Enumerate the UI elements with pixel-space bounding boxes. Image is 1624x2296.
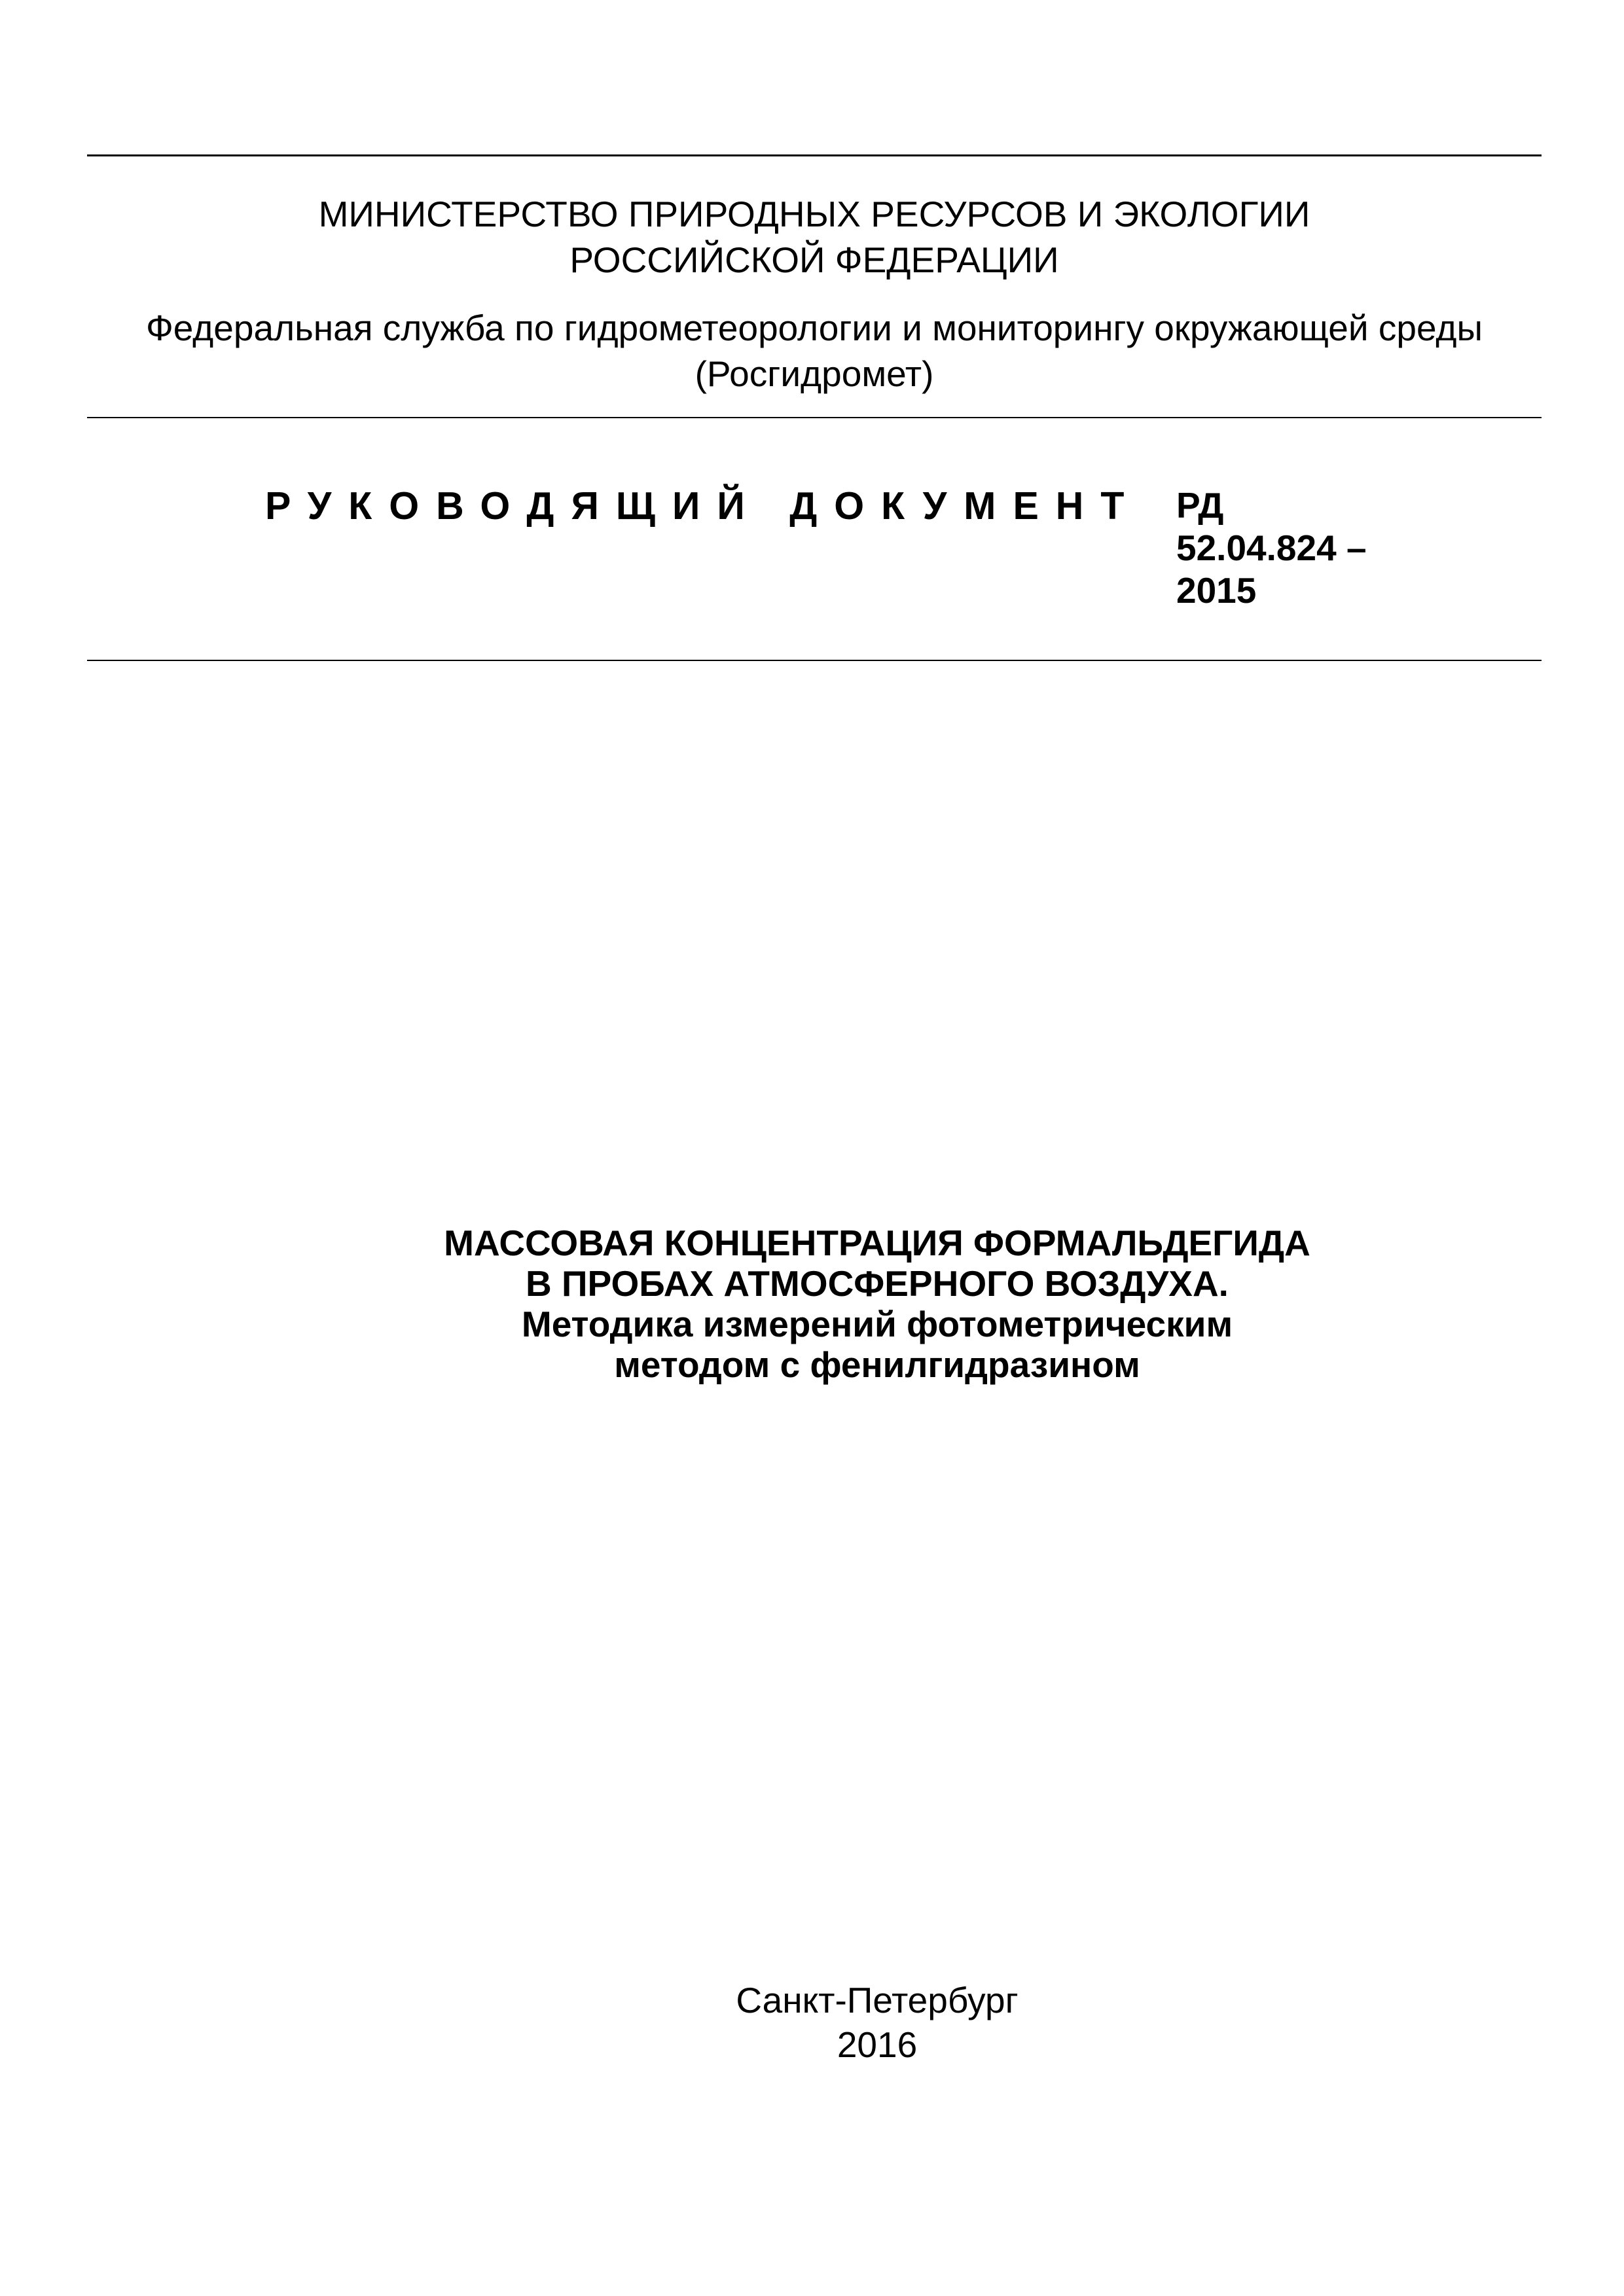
publication-city: Санкт-Петербург — [736, 1980, 1019, 2020]
service-name — [87, 305, 1542, 397]
service-line-2: (Росгидромет) — [695, 353, 934, 394]
title-line-4: методом с фенилгидразином — [614, 1344, 1140, 1385]
publication-year: 2016 — [837, 2024, 918, 2065]
ministry-line-2: РОССИЙСКОЙ ФЕДЕРАЦИИ — [569, 240, 1059, 280]
document-number-line-2: 52.04.824 – — [1176, 528, 1367, 568]
ministry-line-1: МИНИСТЕРСТВО ПРИРОДНЫХ РЕСУРСОВ И ЭКОЛОГИИ — [318, 194, 1310, 234]
service-line-1: Федеральная служба по гидрометеорологии и мониторингу окружающей среды — [145, 308, 1483, 348]
top-rule — [87, 154, 1542, 156]
title-line-1: МАССОВАЯ КОНЦЕНТРАЦИЯ ФОРМАЛЬДЕГИДА — [444, 1223, 1310, 1263]
document-number-line-1: РД — [1176, 485, 1224, 526]
title-line-3: Методика измерений фотометрическим — [521, 1304, 1233, 1344]
ministry-name — [87, 191, 1542, 283]
header-divider — [87, 417, 1542, 418]
document-kind: РУКОВОДЯЩИЙ ДОКУМЕНТ — [265, 484, 1142, 528]
document-id-divider — [87, 660, 1542, 661]
document-number — [1176, 484, 1367, 612]
document-title — [353, 1223, 1401, 1385]
title-line-2: В ПРОБАХ АТМОСФЕРНОГО ВОЗДУХА. — [526, 1263, 1229, 1304]
publication-footer — [615, 1978, 1139, 2067]
document-number-line-3: 2015 — [1176, 570, 1257, 611]
